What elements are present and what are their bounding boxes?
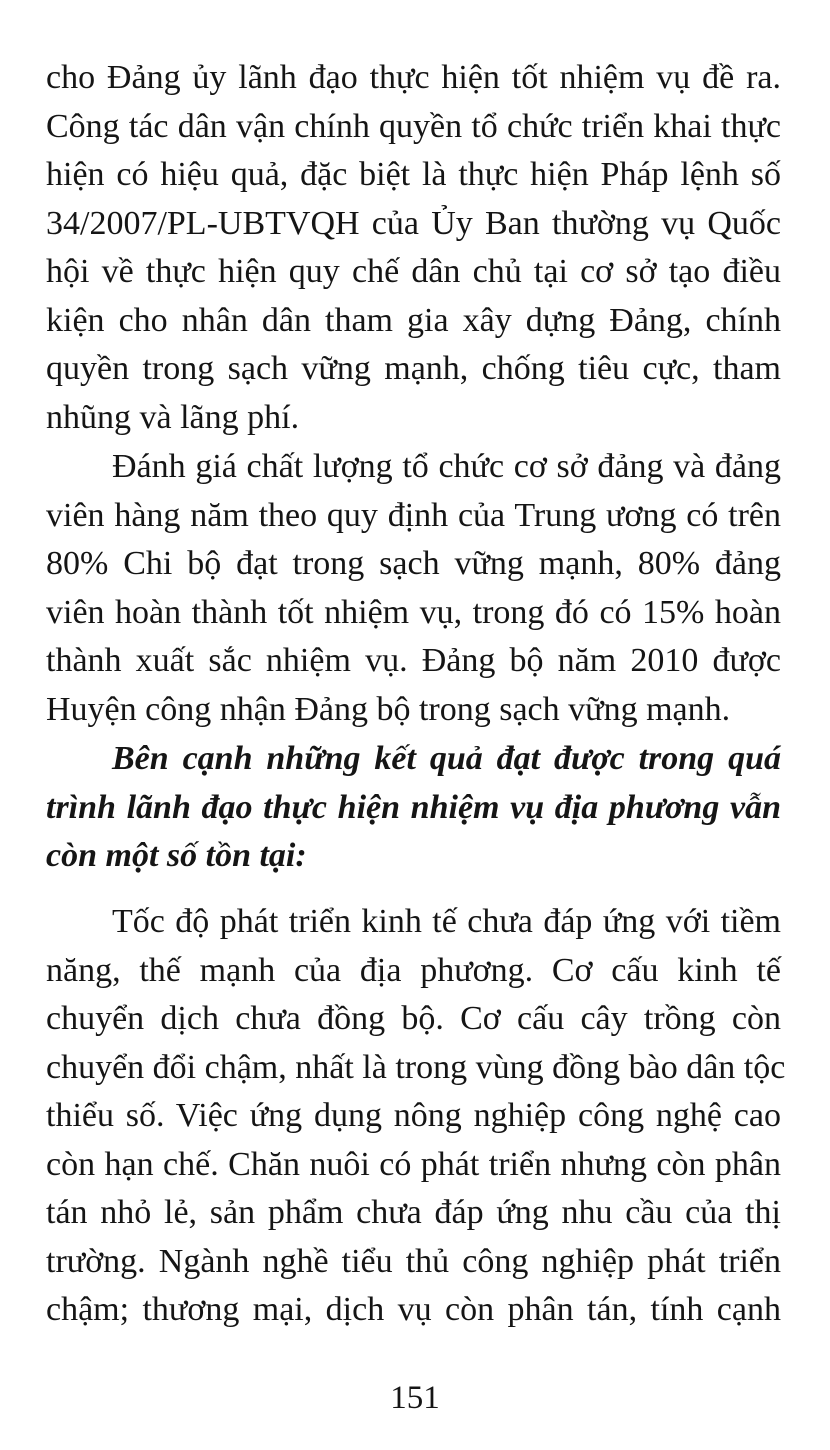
text-line: 80% Chi bộ đạt trong sạch vững mạnh, 80% đảng: [46, 545, 781, 582]
text-line: cho Đảng ủy lãnh đạo thực hiện tốt nhiệm vụ đề ra.: [46, 59, 781, 96]
page-number: 151: [390, 1380, 440, 1416]
heading-line: trình lãnh đạo thực hiện nhiệm vụ địa phương vẫn: [46, 788, 781, 826]
text-line: 34/2007/PL-UBTVQH của Ủy Ban thường vụ Quốc: [46, 204, 781, 242]
text-line: chậm; thương mại, dịch vụ còn phân tán, tính cạnh: [46, 1291, 781, 1328]
text-line: còn hạn chế. Chăn nuôi có phát triển nhưng còn phân: [46, 1145, 781, 1183]
text-line: quyền trong sạch vững mạnh, chống tiêu cực, tham: [46, 350, 781, 387]
text-line: viên hàng năm theo quy định của Trung ương có trên: [46, 496, 781, 534]
text-line: kiện cho nhân dân tham gia xây dựng Đảng, chính: [46, 301, 781, 339]
heading-line: còn một số tồn tại:: [46, 837, 307, 874]
text-line: trường. Ngành nghề tiểu thủ công nghiệp phát triển: [46, 1242, 781, 1280]
text-line: hiện có hiệu quả, đặc biệt là thực hiện Pháp lệnh số: [46, 156, 781, 193]
text-line: nhũng và lãng phí.: [46, 398, 300, 436]
heading-line: Bên cạnh những kết quả đạt được trong quá: [112, 740, 781, 777]
paragraph-economic-shortcomings: [46, 898, 786, 1335]
section-heading-shortcomings: [46, 735, 781, 881]
text-line: thiểu số. Việc ứng dụng nông nghiệp công nghệ cao: [46, 1097, 781, 1134]
paragraph-party-mass-mobilization: [46, 54, 781, 442]
text-line: hội về thực hiện quy chế dân chủ tại cơ sở tạo điều: [46, 253, 781, 290]
text-line: Tốc độ phát triển kinh tế chưa đáp ứng với tiềm: [112, 903, 781, 940]
text-line: năng, thế mạnh của địa phương. Cơ cấu kinh tế: [46, 951, 781, 989]
text-line: thành xuất sắc nhiệm vụ. Đảng bộ năm 2010 được: [46, 642, 781, 679]
text-line: Công tác dân vận chính quyền tổ chức triển khai thực: [46, 107, 781, 145]
text-line: tán nhỏ lẻ, sản phẩm chưa đáp ứng nhu cầu của thị: [46, 1194, 781, 1231]
text-line: viên hoàn thành tốt nhiệm vụ, trong đó có 15% hoàn: [46, 593, 781, 631]
text-line: chuyển dịch chưa đồng bộ. Cơ cấu cây trồng còn: [46, 1000, 781, 1037]
paragraph-party-evaluation: [46, 443, 781, 734]
text-line: chuyển đổi chậm, nhất là trong vùng đồng bào dân tộc: [46, 1048, 786, 1086]
text-line: Huyện công nhận Đảng bộ trong sạch vững mạnh.: [46, 690, 731, 728]
text-line: Đánh giá chất lượng tổ chức cơ sở đảng và đảng: [112, 448, 781, 485]
